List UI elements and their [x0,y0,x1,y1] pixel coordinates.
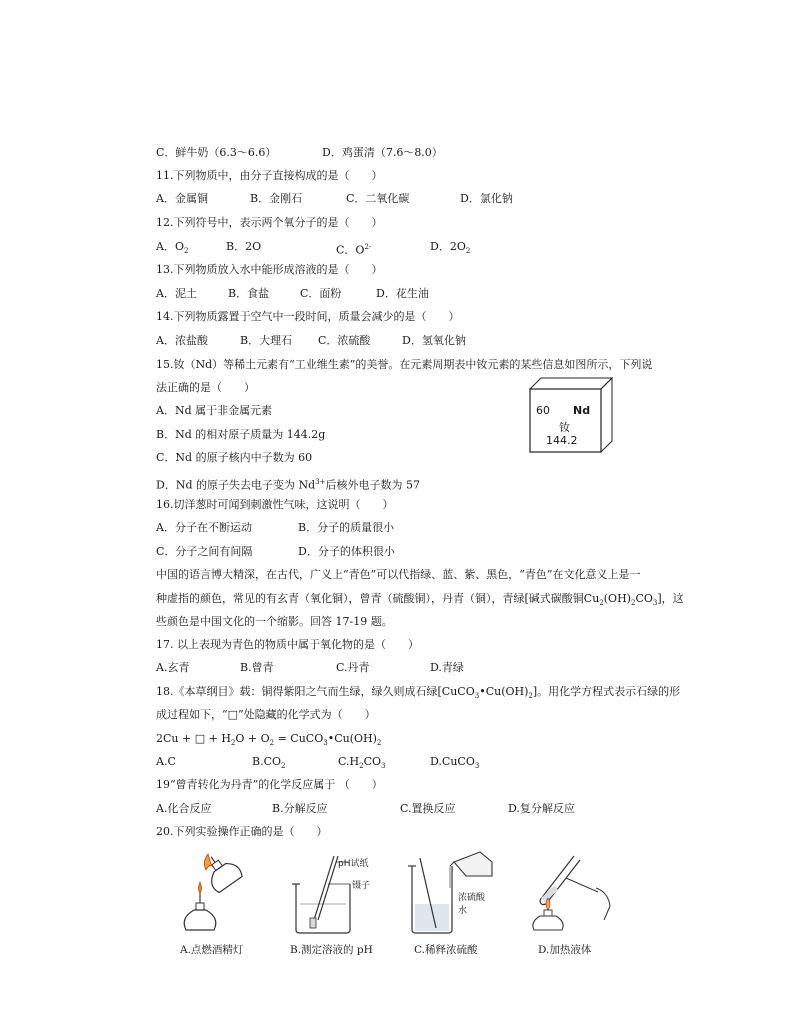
q16-option-b: B．分子的质量很小 [298,521,395,534]
element-cell-neodymium [529,377,613,453]
q11-option-b: B．金刚石 [250,192,303,205]
q18-equation: 2Cu + □ + $H_2O + O_2$ = $CuCO_3•Cu(OH)_2$ [156,732,382,748]
q13-option-c: C．面粉 [300,287,342,300]
q19-option-d: D.复分解反应 [508,802,575,815]
q18-stem-line1: 18.《本草纲目》载：铜得紫阳之气而生绿，绿久则成石绿$[CuCO_3•Cu(OH)_2]$。用化学方程式表示石绿的形 [156,685,681,701]
element-atomic-number: 60 [536,404,550,417]
q14-option-c: C．浓硫酸 [318,334,371,347]
caption-c: C.稀释浓硫酸 [414,944,478,956]
q14-option-a: A．浓盐酸 [156,334,208,347]
passage-line1: 中国的语言博大精深，在古代，广义上“青色”可以代指绿、蓝、紫、黑色，“青色”在文化意义上是一 [156,568,641,581]
q19-option-a: A.化合反应 [156,802,212,815]
q17-option-a: A.玄青 [156,661,190,674]
figure-heat-liquid [526,848,616,934]
q18-option-b: $B.CO_2$ [252,755,286,771]
q13-option-d: D．花生油 [376,287,429,300]
element-symbol: Nd [573,404,591,417]
q12-option-d: D．$2O_2$ [430,240,471,256]
q11-option-c: C．二氧化碳 [346,192,410,205]
heat-liquid-illustration [526,848,616,934]
q19-option-c: C.置换反应 [400,802,456,815]
q16-option-c: C．分子之间有间隔 [156,545,253,558]
q13-stem: 13.下列物质放入水中能形成溶液的是（ ） [156,263,383,276]
q17-option-b: B.曾青 [240,661,274,674]
q18-option-d: D.CuCO$_3$ [430,755,480,771]
q19-stem: 19“曾青转化为丹青”的化学反应属于 （ ） [156,778,383,791]
q15-option-c: C．Nd 的原子核内中子数为 60 [156,451,313,464]
q16-option-a: A．分子在不断运动 [156,521,252,534]
caption-b: B.测定溶液的 pH [290,944,373,956]
q11-option-d: D．氯化钠 [460,192,513,205]
figure-light-alcohol-lamp [176,848,252,932]
caption-d: D.加热液体 [538,944,592,956]
q16-option-d: D．分子的体积很小 [298,545,395,558]
water-label: 水 [458,906,468,916]
q16-stem: 16.切洋葱时可闻到刺激性气味，这说明（ ） [156,498,394,511]
element-name: 钕 [559,421,570,434]
q13-option-a: A．泥土 [156,287,197,300]
q18-stem-line2: 成过程如下，“□”处隐藏的化学式为（ ） [156,708,376,721]
q12-option-a: A．$O_2$ [156,240,189,256]
q15-option-a: A．Nd 属于非金属元素 [156,404,273,417]
tweezers-label: 镊子 [352,881,371,891]
acid-label: 浓硫酸 [458,893,486,903]
figure-dilute-acid [406,848,496,934]
caption-a: A.点燃酒精灯 [180,944,244,956]
q20-stem: 20.下列实验操作正确的是（ ） [156,825,328,838]
q12-option-b: B．2O [226,240,262,253]
q10-option-c: C．鲜牛奶（6.3～6.6） [156,146,277,159]
q15-option-d: D．Nd 的原子失去电子变为 $Nd^{3+}$后核外电子数为 57 [156,478,420,492]
q12-option-c: C．$O^{2-}$ [336,243,372,257]
figure-measure-ph [290,848,380,934]
q14-option-d: D．氢氧化钠 [402,334,466,347]
q11-stem: 11.下列物质中，由分子直接构成的是（ ） [156,169,383,182]
q15-option-b: B．Nd 的相对原子质量为 144.2g [156,428,326,441]
q18-option-c: $C.H_2CO_3$ [338,755,386,771]
q17-option-c: C.丹青 [336,661,370,674]
q17-option-d: D.青绿 [430,661,464,674]
q17-stem: 17. 以上表现为青色的物质中属于氧化物的是（ ） [156,638,419,651]
q13-option-b: B．食盐 [228,287,270,300]
q19-option-b: B.分解反应 [272,802,328,815]
q14-stem: 14.下列物质露置于空气中一段时间，质量会减少的是（ ） [156,310,460,323]
q18-option-a: A.C [156,755,176,768]
q10-option-d: D．鸡蛋清（7.6～8.0） [322,146,443,159]
ph-paper-label: pH试纸 [338,859,369,869]
element-atomic-mass: 144.2 [546,434,578,447]
passage-line3: 些颜色是中国文化的一个缩影。回答 17-19 题。 [156,615,393,628]
q14-option-b: B．大理石 [240,334,293,347]
alcohol-lamp-illustration [176,848,252,932]
q12-stem: 12.下列符号中，表示两个氧分子的是（ ） [156,216,383,229]
passage-line2: 种虚指的颜色，常见的有玄青（氧化铜），曾青（硫酸铜），丹青（铜），青绿[碱式碳酸铜$Cu_2(OH)_2CO_3$]，这 [156,592,684,608]
q15-stem-line1: 15.钕（Nd）等稀土元素有“工业维生素”的美誉。在元素周期表中钕元素的某些信息如图所示，下列说 [156,358,653,371]
q11-option-a: A．金属铜 [156,192,208,205]
q15-stem-line2: 法正确的是（ ） [156,381,255,394]
